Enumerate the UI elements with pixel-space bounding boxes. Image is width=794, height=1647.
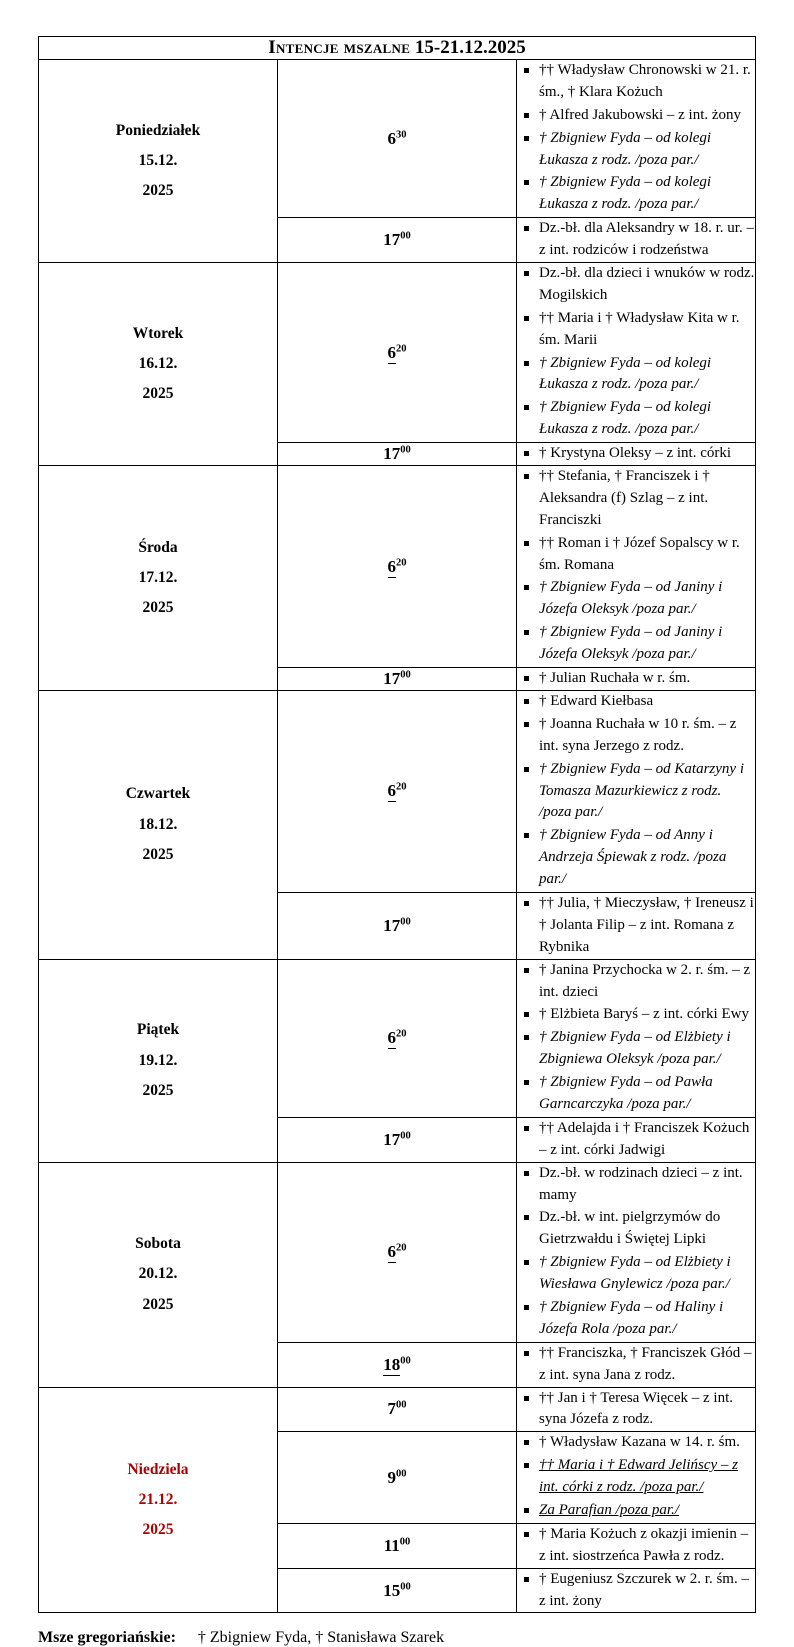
intentions-list <box>517 1432 755 1522</box>
service-row <box>39 1162 756 1342</box>
day-date: 16.12. <box>138 354 178 372</box>
intention-item: † Zbigniew Fyda – od Haliny i Józefa Rola /poza par./ <box>517 1297 755 1341</box>
service-time <box>278 892 517 959</box>
intentions-cell <box>517 1432 756 1524</box>
service-hour: 15 <box>383 1580 401 1600</box>
service-minutes: 00 <box>400 916 411 928</box>
intention-item: Dz.-bł. w int. pielgrzymów do Gietrzwałdu i Świętej Lipki <box>517 1207 755 1251</box>
day-date: 18.12. <box>138 815 178 833</box>
service-minutes: 00 <box>400 669 411 681</box>
day-year: 2025 <box>142 845 174 863</box>
service-time <box>278 959 517 1117</box>
day-date: 15.12. <box>138 151 178 169</box>
intention-item: † Zbigniew Fyda – od kolegi Łukasza z rodz. /poza par./ <box>517 397 755 441</box>
intention-item: † Alfred Jakubowski – z int. żony <box>517 105 755 127</box>
day-date: 17.12. <box>138 568 178 586</box>
day-year: 2025 <box>142 182 174 200</box>
service-time <box>278 1162 517 1342</box>
intentions-cell <box>517 668 756 691</box>
service-minutes: 00 <box>400 230 411 242</box>
service-time <box>278 466 517 668</box>
intention-item: †† Jan i † Teresa Więcek – z int. syna Józefa z rodz. <box>517 1388 755 1432</box>
intention-item: † Krystyna Oleksy – z int. córki <box>517 443 755 465</box>
intention-item: †† Maria i † Władysław Kita w r. śm. Marii <box>517 308 755 352</box>
intention-item: †† Adelajda i † Franciszek Kożuch – z int. córki Jadwigi <box>517 1118 755 1162</box>
service-row <box>39 1387 756 1432</box>
intention-item: †† Franciszka, † Franciszek Głód – z int. syna Jana z rodz. <box>517 1343 755 1387</box>
service-minutes: 00 <box>400 1580 411 1592</box>
day-name: Wtorek <box>132 324 184 342</box>
intentions-cell <box>517 959 756 1117</box>
intention-item: †† Władysław Chronowski w 21. r. śm., † Klara Kożuch <box>517 60 755 104</box>
intentions-cell <box>517 1162 756 1342</box>
day-year: 2025 <box>142 1295 174 1313</box>
service-minutes: 20 <box>396 1028 407 1040</box>
title-heading: Intencje mszalne <box>268 37 411 58</box>
day-cell-5 <box>39 959 278 1162</box>
intention-item: † Julian Ruchała w r. śm. <box>517 668 755 690</box>
intentions-list <box>517 466 755 666</box>
service-row <box>39 466 756 668</box>
intentions-cell <box>517 466 756 668</box>
service-hour: 11 <box>383 1535 400 1555</box>
service-time <box>278 1117 517 1162</box>
service-time <box>278 1568 517 1613</box>
service-hour: 6 <box>387 781 396 801</box>
table-body <box>39 37 756 60</box>
intention-item: †† Maria i † Edward Jelińscy – z int. córki z rodz. /poza par./ <box>517 1455 755 1499</box>
table-title-cell <box>39 37 756 60</box>
day-name: Czwartek <box>125 785 191 803</box>
day-date: 19.12. <box>138 1051 178 1069</box>
footer-label: Msze gregoriańskie: <box>38 1629 176 1647</box>
intention-item: † Janina Przychocka w 2. r. śm. – z int. dzieci <box>517 960 755 1004</box>
day-cell-7 <box>39 1387 278 1613</box>
footer-value: † Zbigniew Fyda, † Stanisława Szarek <box>197 1629 445 1647</box>
mass-intentions-table <box>38 36 756 1613</box>
intention-item: † Zbigniew Fyda – od kolegi Łukasza z rodz. /poza par./ <box>517 172 755 216</box>
intentions-cell <box>517 1568 756 1613</box>
service-hour: 17 <box>383 915 401 935</box>
service-time <box>278 263 517 443</box>
service-minutes: 00 <box>399 1536 411 1548</box>
service-hour: 6 <box>387 556 396 576</box>
intention-item: †† Roman i † Józef Sopalscy w r. śm. Romana <box>517 533 755 577</box>
day-cell-4 <box>39 690 278 959</box>
day-year: 2025 <box>142 599 174 617</box>
day-cell-1 <box>39 60 278 263</box>
service-row <box>39 263 756 443</box>
service-minutes: 20 <box>396 781 407 793</box>
intention-item: † Zbigniew Fyda – od Janiny i Józefa Oleksyk /poza par./ <box>517 622 755 666</box>
service-hour: 17 <box>383 230 401 250</box>
intentions-cell <box>517 892 756 959</box>
intentions-cell <box>517 1523 756 1568</box>
service-hour: 18 <box>383 1354 401 1374</box>
service-hour: 17 <box>383 444 401 464</box>
service-hour: 7 <box>387 1399 396 1419</box>
intentions-cell <box>517 263 756 443</box>
day-name: Piątek <box>136 1021 180 1039</box>
intention-item: † Władysław Kazana w 14. r. śm. <box>517 1432 755 1454</box>
intention-item: † Zbigniew Fyda – od Elżbiety i Wiesława Gnylewicz /poza par./ <box>517 1252 755 1296</box>
service-minutes: 00 <box>400 1355 411 1366</box>
intention-item: † Joanna Ruchała w 10 r. śm. – z int. syna Jerzego z rodz. <box>517 714 755 758</box>
service-hour: 17 <box>383 668 401 688</box>
service-minutes: 00 <box>396 1399 407 1411</box>
day-year: 2025 <box>142 1521 174 1539</box>
intention-item: † Zbigniew Fyda – od Katarzyny i Tomasza Mazurkiewicz z rodz. /poza par./ <box>517 759 755 825</box>
intentions-list <box>517 60 755 216</box>
intention-item: † Elżbieta Baryś – z int. córki Ewy <box>517 1004 755 1026</box>
intention-item: † Zbigniew Fyda – od Elżbiety i Zbigniewa Oleksyk /poza par./ <box>517 1027 755 1071</box>
service-time <box>278 443 517 466</box>
day-cell-6 <box>39 1162 278 1387</box>
service-minutes: 00 <box>396 1467 407 1479</box>
service-minutes: 30 <box>396 128 407 140</box>
intentions-cell <box>517 218 756 263</box>
service-row <box>39 60 756 218</box>
service-time <box>278 1342 517 1387</box>
service-minutes: 00 <box>400 1130 411 1142</box>
intentions-list <box>517 263 755 441</box>
intentions-cell <box>517 1117 756 1162</box>
service-time <box>278 1432 517 1524</box>
intentions-cell <box>517 60 756 218</box>
intention-item: † Zbigniew Fyda – od Janiny i Józefa Oleksyk /poza par./ <box>517 577 755 621</box>
service-minutes: 20 <box>396 1242 407 1254</box>
intentions-cell <box>517 690 756 892</box>
service-hour: 6 <box>387 1242 396 1262</box>
intentions-list <box>517 960 755 1116</box>
service-row <box>39 959 756 1117</box>
service-minutes: 20 <box>396 556 407 568</box>
service-time <box>278 668 517 691</box>
intention-item: † Maria Kożuch z okazji imienin – z int. siostrzeńca Pawła z rodz. <box>517 1524 755 1568</box>
intention-item: † Zbigniew Fyda – od Pawła Garncarczyka /poza par./ <box>517 1072 755 1116</box>
service-time <box>278 218 517 263</box>
service-time <box>278 1387 517 1432</box>
service-hour: 17 <box>383 1129 401 1149</box>
day-name: Sobota <box>135 1235 181 1253</box>
title-date-range: 15-21.12.2025 <box>414 37 526 58</box>
day-cell-3 <box>39 466 278 691</box>
day-cell-2 <box>39 263 278 466</box>
service-minutes: 00 <box>400 444 411 456</box>
service-hour: 6 <box>387 128 396 148</box>
intention-item: † Edward Kiełbasa <box>517 691 755 713</box>
day-date: 20.12. <box>138 1265 178 1283</box>
intention-item: †† Stefania, † Franciszek i † Aleksandra (f) Szlag – z int. Franciszki <box>517 466 755 532</box>
service-hour: 6 <box>387 342 396 362</box>
intention-item: † Zbigniew Fyda – od Anny i Andrzeja Śpiewak z rodz. /poza par./ <box>517 825 755 891</box>
intention-item: Dz.-bł. w rodzinach dzieci – z int. mamy <box>517 1163 755 1207</box>
intention-item: Dz.-bł. dla dzieci i wnuków w rodz. Mogilskich <box>517 263 755 307</box>
service-row <box>39 690 756 892</box>
day-date: 21.12. <box>138 1490 178 1508</box>
service-minutes: 20 <box>396 342 407 354</box>
intention-item: † Zbigniew Fyda – od kolegi Łukasza z rodz. /poza par./ <box>517 128 755 172</box>
table-title-row <box>39 37 756 60</box>
day-name: Niedziela <box>127 1460 189 1478</box>
intention-item: Dz.-bł. dla Aleksandry w 18. r. ur. – z int. rodziców i rodzeństwa <box>517 218 755 262</box>
intentions-cell <box>517 1342 756 1387</box>
intentions-cell <box>517 1387 756 1432</box>
day-name: Środa <box>138 538 178 556</box>
intention-item: † Zbigniew Fyda – od kolegi Łukasza z rodz. /poza par./ <box>517 353 755 397</box>
day-year: 2025 <box>142 385 174 403</box>
intentions-cell <box>517 443 756 466</box>
footer-gregorian-masses <box>38 1629 756 1647</box>
service-time <box>278 60 517 218</box>
days-body <box>39 60 756 1613</box>
intention-item: †† Julia, † Mieczysław, † Ireneusz i † Jolanta Filip – z int. Romana z Rybnika <box>517 893 755 959</box>
intention-item: Za Parafian /poza par./ <box>517 1500 755 1522</box>
service-hour: 6 <box>387 1028 396 1048</box>
service-time <box>278 1523 517 1568</box>
service-time <box>278 690 517 892</box>
service-hour: 9 <box>387 1467 396 1487</box>
day-year: 2025 <box>142 1081 174 1099</box>
intentions-list <box>517 1163 755 1341</box>
intentions-list <box>517 691 755 891</box>
day-name: Poniedziałek <box>115 121 201 139</box>
intention-item: † Eugeniusz Szczurek w 2. r. śm. – z int. żony <box>517 1569 755 1613</box>
